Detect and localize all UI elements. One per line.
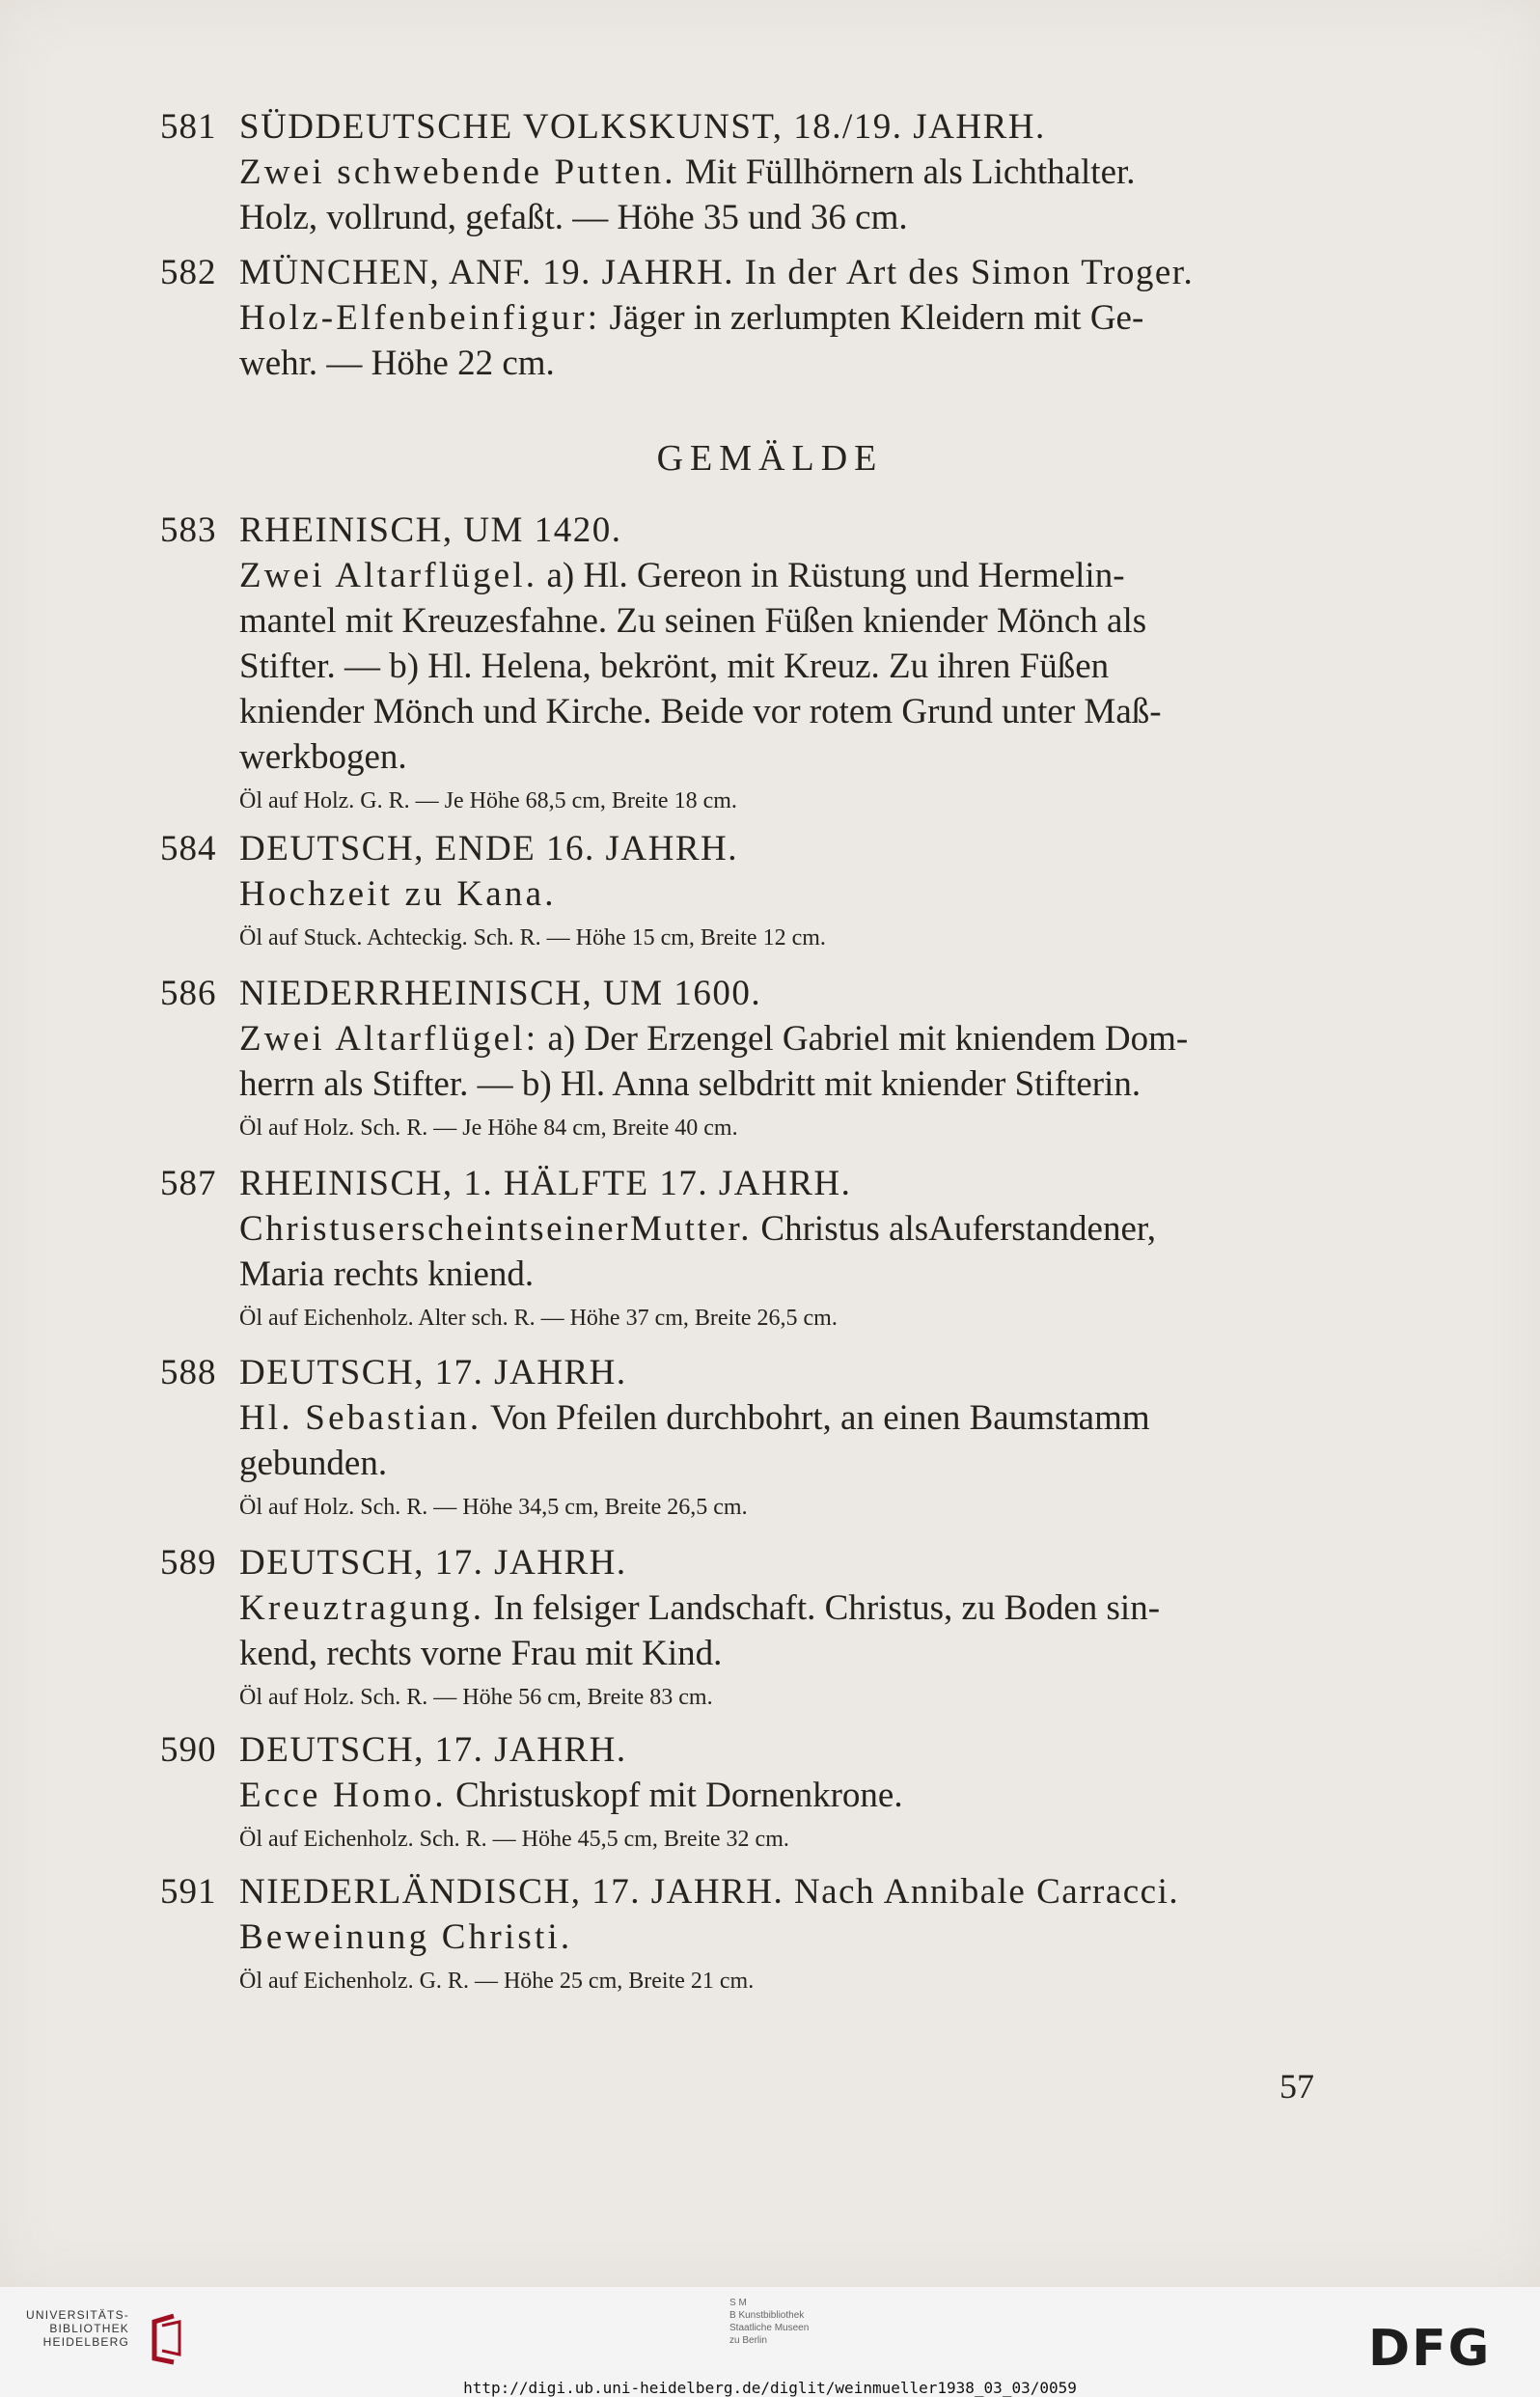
entry-text: In felsiger Landschaft. Christus, zu Boden sin- (484, 1588, 1161, 1628)
entry-title: Zwei Altarflügel. (239, 556, 538, 595)
entry-technique-note: Öl auf Stuck. Achteckig. Sch. R. — Höhe 15 cm, Breite 12 cm. (239, 925, 826, 951)
entry-line: gebunden. (239, 1444, 388, 1483)
stamp-line: S M (729, 2298, 747, 2308)
entry-line: kend, rechts vorne Frau mit Kind. (239, 1634, 723, 1673)
entry-title: Ecce Homo. (239, 1776, 447, 1815)
entry-line (239, 1395, 1328, 1441)
entry-heading: RHEINISCH, UM 1420. (239, 510, 622, 550)
entry-line: kniender Mönch und Kirche. Beide vor rotem Grund unter Maß- (239, 692, 1162, 731)
entry-title: Hl. Sebastian. (239, 1398, 482, 1438)
entry-line: wehr. — Höhe 22 cm. (239, 344, 555, 383)
entry-title: Hochzeit zu Kana. (239, 874, 557, 914)
library-name (25, 2308, 129, 2349)
entry-heading: DEUTSCH, ENDE 16. JAHRH. (239, 829, 738, 868)
entry-line (239, 1915, 1328, 1960)
entry-text: Von Pfeilen durchbohrt, an einen Baumstamm (481, 1398, 1150, 1438)
entry-line: Stifter. — b) Hl. Helena, bekrönt, mit Kreuz. Zu ihren Füßen (239, 647, 1110, 686)
entry-title: Kreuztragung. (239, 1588, 485, 1628)
entry-line: Holz, vollrund, gefaßt. — Höhe 35 und 36 cm. (239, 198, 908, 237)
entry-text: a) Hl. Gereon in Rüstung und Hermelin- (537, 556, 1125, 595)
stamp-line: B Kunstbibliothek (729, 2310, 805, 2321)
entry-technique-note: Öl auf Eichenholz. Sch. R. — Höhe 45,5 cm, Breite 32 cm. (239, 1827, 789, 1852)
entry-number: 582 (160, 253, 217, 292)
entry-body (239, 104, 1328, 240)
entry-line (239, 1016, 1328, 1061)
entry-number: 588 (160, 1353, 217, 1392)
entry-technique-note: Öl auf Holz. G. R. — Je Höhe 68,5 cm, Breite 18 cm. (239, 788, 737, 813)
entry-body (239, 508, 1328, 822)
entry-heading: RHEINISCH, 1. HÄLFTE 17. JAHRH. (239, 1164, 852, 1203)
entry-body (239, 826, 1328, 959)
entry-number: 583 (160, 510, 217, 550)
entry-body (239, 1727, 1328, 1860)
entry-number: 591 (160, 1872, 217, 1912)
entry-line: Maria rechts kniend. (239, 1254, 535, 1294)
library-logo-icon (145, 2312, 187, 2371)
entry-line (239, 295, 1328, 341)
entry-text: Mit Füllhörnern als Lichthalter. (675, 152, 1136, 192)
entry-line (239, 1206, 1328, 1252)
entry-line (239, 150, 1328, 195)
entry-body (239, 971, 1328, 1149)
entry-line (239, 553, 1328, 598)
entry-number: 581 (160, 107, 217, 147)
entry-number: 589 (160, 1543, 217, 1583)
entry-line (239, 871, 1328, 917)
entry-body (239, 1540, 1328, 1719)
entry-heading: NIEDERRHEINISCH, UM 1600. (239, 974, 762, 1013)
source-url-link[interactable]: http://digi.ub.uni-heidelberg.de/diglit/weinmueller1938_03_03/0059 (463, 2379, 1077, 2397)
entry-title: Zwei schwebende Putten. (239, 152, 676, 192)
entry-number: 584 (160, 829, 217, 868)
stamp-line: Staatliche Museen (729, 2323, 810, 2333)
library-name-line: UNIVERSITÄTS- (26, 2308, 129, 2322)
entry-heading: DEUTSCH, 17. JAHRH. (239, 1543, 627, 1583)
entry-text: a) Der Erzengel Gabriel mit kniendem Dom- (538, 1019, 1189, 1059)
entry-body (239, 250, 1328, 386)
stamp-line: zu Berlin (729, 2335, 767, 2346)
entry-technique-note: Öl auf Eichenholz. G. R. — Höhe 25 cm, Breite 21 cm. (239, 1969, 755, 1994)
entry-title: ChristuserscheintseinerMutter. (239, 1209, 753, 1249)
entry-heading: DEUTSCH, 17. JAHRH. (239, 1353, 627, 1392)
entry-heading: NIEDERLÄNDISCH, 17. JAHRH. Nach Annibale Carracci. (239, 1872, 1180, 1912)
entry-body (239, 1869, 1328, 2002)
entry-body (239, 1350, 1328, 1529)
entry-technique-note: Öl auf Eichenholz. Alter sch. R. — Höhe 37 cm, Breite 26,5 cm. (239, 1306, 838, 1331)
entry-technique-note: Öl auf Holz. Sch. R. — Je Höhe 84 cm, Breite 40 cm. (239, 1116, 738, 1141)
entry-body (239, 1161, 1328, 1339)
entry-technique-note: Öl auf Holz. Sch. R. — Höhe 34,5 cm, Breite 26,5 cm. (239, 1495, 748, 1520)
entry-line: mantel mit Kreuzesfahne. Zu seinen Füßen kniender Mönch als (239, 601, 1147, 641)
entry-number: 586 (160, 974, 217, 1013)
digitization-footer (0, 2287, 1540, 2397)
page-number: 57 (1279, 2067, 1314, 2106)
entry-title: Zwei Altarflügel: (239, 1019, 539, 1059)
entry-heading: MÜNCHEN, ANF. 19. JAHRH. In der Art des Simon Troger. (239, 253, 1195, 292)
entry-title: Beweinung Christi. (239, 1917, 573, 1957)
entry-number: 587 (160, 1164, 217, 1203)
entry-heading: DEUTSCH, 17. JAHRH. (239, 1730, 627, 1770)
entry-technique-note: Öl auf Holz. Sch. R. — Höhe 56 cm, Breite 83 cm. (239, 1685, 713, 1710)
entry-title: Holz-Elfenbeinfigur: (239, 298, 601, 338)
entry-line (239, 1773, 1328, 1818)
entry-line: werkbogen. (239, 737, 407, 777)
entry-text: Christuskopf mit Dornenkrone. (446, 1776, 903, 1815)
library-name-line: BIBLIOTHEK (49, 2322, 129, 2335)
entry-text: Christus alsAuferstandener, (752, 1209, 1156, 1249)
section-title: GEMÄLDE (656, 438, 884, 479)
entry-number: 590 (160, 1730, 217, 1770)
library-name-line: HEIDELBERG (42, 2335, 129, 2349)
dfg-logo: DFG (1368, 2320, 1492, 2378)
entry-line: herrn als Stifter. — b) Hl. Anna selbdritt mit kniender Stifterin. (239, 1064, 1141, 1104)
entry-text: Jäger in zerlumpten Kleidern mit Ge- (600, 298, 1144, 338)
entry-line (239, 1585, 1328, 1631)
entry-heading: SÜDDEUTSCHE VOLKSKUNST, 18./19. JAHRH. (239, 107, 1046, 147)
library-stamp (729, 2297, 809, 2347)
